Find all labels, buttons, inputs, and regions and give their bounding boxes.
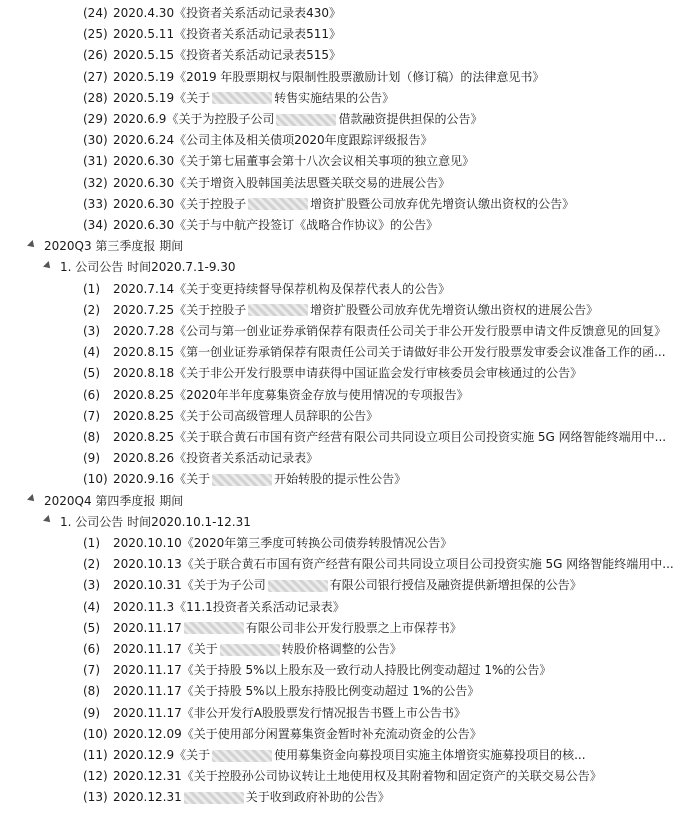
item-text [113,363,582,384]
subsection-q3-announcements-label: 1. 公司公告 时间2020.7.1-9.30 [60,260,236,275]
item-title-end: 转股价格调整的公告》 [281,642,402,656]
list-item[interactable] [0,279,690,300]
item-text [113,469,406,490]
list-item[interactable] [0,406,690,427]
item-number: (6) [83,642,100,656]
item-date: 2020.8.25 [113,430,175,444]
item-title-start: 《关于 [181,642,218,656]
list-item[interactable] [0,703,690,724]
collapse-triangle-icon[interactable] [27,240,37,250]
item-text [113,597,345,618]
item-text [113,703,466,724]
redacted-mask [248,304,308,316]
item-date: 2020.8.25 [113,387,175,402]
item-text [113,88,394,109]
item-title-end: 增资扩股暨公司放弃优先增资认缴出资权的进展公告》 [310,302,599,317]
list-item[interactable] [0,427,690,448]
item-text [113,681,479,702]
list-item[interactable] [0,363,690,384]
item-number: (4) [83,599,100,614]
redacted-mask [212,750,272,762]
subsection-q4-announcements[interactable] [0,512,690,533]
item-title: 《公司与第一创业证券承销保荐有限责任公司关于非公开发行股票申请文件反馈意见的回复》 [174,324,667,338]
item-date: 2020.12.09 [113,726,182,741]
item-text [113,151,474,172]
item-text [113,448,318,469]
item-date: 2020.7.14 [113,281,175,296]
item-date: 2020.5.19 [113,69,175,84]
item-title: 《关于持股 5%以上股东持股比例变动超过 1%的公告》 [181,684,480,699]
list-item[interactable] [0,215,690,236]
item-date: 2020.8.26 [113,451,175,466]
item-title-end: 有限公司非公开发行股票之上市保荐书》 [245,620,462,635]
item-text [113,639,402,660]
list-item[interactable] [0,448,690,469]
item-date: 2020.8.25 [113,408,175,423]
item-title-end: 关于收到政府补助的公告》 [245,790,390,805]
list-item[interactable] [0,67,690,88]
item-date: 2020.6.30 [113,154,175,169]
item-date: 2020.8.18 [113,366,175,381]
redacted-mask [184,622,244,634]
list-item[interactable] [0,660,690,681]
item-date: 2020.7.28 [113,324,175,338]
redacted-mask [220,644,280,656]
item-title-start: 《关于 [174,748,211,762]
item-text [113,67,544,88]
item-title-end: 借款融资提供担保的公告》 [338,112,483,126]
item-text [113,24,341,45]
item-title: 《投资者关系活动记录表430》 [174,6,341,20]
item-date: 2020.6.24 [113,133,175,148]
item-number: (8) [83,430,100,444]
item-number: (7) [83,408,100,423]
item-title: 《关于使用部分闲置募集资金暂时补充流动资金的公告》 [181,726,482,741]
item-text [113,766,602,787]
item-title-start: 《关于 [174,472,211,487]
item-text [113,406,378,427]
item-date: 2020.9.16 [113,472,175,487]
section-q4[interactable] [0,491,690,512]
item-date: 2020.12.9 [113,748,175,762]
item-text [113,660,551,681]
item-text [113,45,341,66]
item-date: 2020.5.11 [113,27,175,42]
item-title: 《2020年第三季度可转换公司债券转股情况公告》 [181,536,453,550]
item-date: 2020.11.3 [113,599,175,614]
item-number: (27) [83,69,108,84]
list-item[interactable] [0,130,690,151]
item-date: 2020.11.17 [113,620,182,635]
section-q3-label: 2020Q3 第三季度报 期间 [44,239,184,254]
list-item[interactable] [0,745,690,766]
item-title-end: 使用募集资金向募投项目实施主体增资实施募投项目的核... [274,748,586,762]
list-item[interactable] [0,618,690,639]
item-text [113,3,341,24]
item-date: 2020.6.30 [113,196,175,211]
item-title-end: 开始转股的提示性公告》 [274,472,407,487]
list-item[interactable] [0,681,690,702]
item-number: (2) [83,557,100,572]
item-date: 2020.11.17 [113,684,182,699]
list-item[interactable] [0,194,690,215]
item-number: (9) [83,705,100,720]
item-text [113,279,450,300]
item-number: (1) [83,281,100,296]
item-number: (33) [83,196,108,211]
item-text [113,533,452,554]
item-text [113,385,469,406]
redacted-mask [212,92,272,104]
item-number: (29) [83,112,108,126]
subsection-q4-announcements-label: 1. 公司公告 时间2020.10.1-12.31 [60,514,251,529]
item-title-end: 有限公司银行授信及融资提供新增担保的公告》 [329,578,582,593]
item-title: 《11.1投资者关系活动记录表》 [174,599,345,614]
redacted-mask [276,114,336,126]
item-title: 《关于增资入股韩国美法思暨关联交易的进展公告》 [174,175,451,190]
item-text [113,109,482,130]
item-date: 2020.12.31 [113,790,182,805]
item-title: 《2019 年股票期权与限制性股票激励计划（修订稿）的法律意见书》 [174,69,545,84]
item-number: (30) [83,133,108,148]
item-date: 2020.4.30 [113,6,175,20]
item-title: 《关于第七届董事会第十八次会议相关事项的独立意见》 [174,154,475,169]
item-title: 《关于与中航产投签订《战略合作协议》的公告》 [174,218,439,232]
item-text [113,342,666,363]
item-number: (8) [83,684,100,699]
item-date: 2020.6.30 [113,175,175,190]
list-item[interactable] [0,385,690,406]
item-text [113,321,666,342]
item-number: (10) [83,472,108,487]
item-number: (28) [83,90,108,105]
collapse-triangle-icon[interactable] [27,494,37,504]
item-number: (34) [83,218,108,232]
item-text [113,300,598,321]
item-title: 《投资者关系活动记录表515》 [174,48,341,63]
item-title: 《关于联合黄石市国有资产经营有限公司共同设立项目公司投资实施 5G 网络智能终端用中... [181,557,674,572]
item-text [113,745,586,766]
item-date: 2020.10.31 [113,578,182,593]
item-title-start: 《关于 [174,90,211,105]
list-item[interactable] [0,151,690,172]
list-item[interactable] [0,787,690,808]
item-date: 2020.11.17 [113,642,182,656]
item-number: (3) [83,578,100,593]
list-item[interactable] [0,724,690,745]
list-item[interactable] [0,45,690,66]
item-number: (13) [83,790,108,805]
redacted-mask [212,474,272,486]
redacted-mask [268,580,328,592]
item-title-start: 《关于为子公司 [181,578,266,593]
item-number: (6) [83,387,100,402]
item-number: (11) [83,748,108,762]
item-title: 《非公开发行A股股票发行情况报告书暨上市公告书》 [181,705,466,720]
item-title: 《公司主体及相关债项2020年度跟踪评级报告》 [174,133,433,148]
list-item[interactable] [0,597,690,618]
item-text [113,215,438,236]
item-date: 2020.6.30 [113,218,175,232]
item-title-end: 增资扩股暨公司放弃优先增资认缴出资权的公告》 [310,196,575,211]
item-text [113,554,674,575]
list-item[interactable] [0,24,690,45]
item-number: (25) [83,27,108,42]
item-title: 《投资者关系活动记录表511》 [174,27,341,42]
item-title-start: 《关于为控股子公司 [166,112,275,126]
list-item[interactable] [0,88,690,109]
list-item[interactable] [0,469,690,490]
item-title: 《投资者关系活动记录表》 [174,451,319,466]
item-date: 2020.6.9 [113,112,167,126]
collapse-triangle-icon[interactable] [43,515,53,525]
item-text [113,130,433,151]
list-item[interactable] [0,554,690,575]
item-number: (2) [83,302,100,317]
item-text [113,618,462,639]
item-number: (12) [83,769,108,784]
item-number: (31) [83,154,108,169]
item-title: 《关于非公开发行股票申请获得中国证监会发行审核委员会审核通过的公告》 [174,366,583,381]
item-date: 2020.11.17 [113,705,182,720]
item-text [113,194,574,215]
item-title: 《关于控股孙公司协议转让土地使用权及其附着物和固定资产的关联交易公告》 [181,769,602,784]
item-title-start: 《关于控股子 [174,302,247,317]
section-q4-label: 2020Q4 第四季度报 期间 [44,493,184,508]
item-number: (7) [83,663,100,678]
item-date: 2020.12.31 [113,769,182,784]
list-item[interactable] [0,300,690,321]
redacted-mask [248,198,308,210]
item-date: 2020.5.19 [113,90,175,105]
item-date: 2020.10.10 [113,536,182,550]
item-date: 2020.11.17 [113,663,182,678]
item-text [113,724,482,745]
redacted-mask [184,792,244,804]
item-text [113,173,450,194]
list-item[interactable] [0,766,690,787]
item-number: (4) [83,345,100,360]
item-title-start: 《关于控股子 [174,196,247,211]
item-number: (32) [83,175,108,190]
list-item[interactable] [0,321,690,342]
item-text [113,427,666,448]
subsection-q3-announcements[interactable] [0,257,690,278]
item-title-end: 转售实施结果的公告》 [274,90,395,105]
item-title: 《2020年半年度募集资金存放与使用情况的专项报告》 [174,387,469,402]
list-item[interactable] [0,342,690,363]
item-date: 2020.5.15 [113,48,175,63]
item-number: (3) [83,324,100,338]
item-number: (9) [83,451,100,466]
list-item[interactable] [0,3,690,24]
item-date: 2020.10.13 [113,557,182,572]
list-item[interactable] [0,575,690,596]
item-title: 《关于持股 5%以上股东及一致行动人持股比例变动超过 1%的公告》 [181,663,552,678]
item-title: 《关于公司高级管理人员辞职的公告》 [174,408,379,423]
item-number: (24) [83,6,108,20]
list-item[interactable] [0,109,690,130]
item-date: 2020.8.15 [113,345,175,360]
item-number: (5) [83,366,100,381]
item-date: 2020.7.25 [113,302,175,317]
item-title: 《关于变更持续督导保荐机构及保荐代表人的公告》 [174,281,451,296]
list-item[interactable] [0,173,690,194]
item-number: (5) [83,620,100,635]
item-number: (1) [83,536,100,550]
item-number: (26) [83,48,108,63]
section-q3[interactable] [0,236,690,257]
item-text [113,787,390,808]
list-item[interactable] [0,639,690,660]
item-number: (10) [83,726,108,741]
collapse-triangle-icon[interactable] [43,261,53,271]
list-item[interactable] [0,533,690,554]
item-title: 《关于联合黄石市国有资产经营有限公司共同设立项目公司投资实施 5G 网络智能终端用中... [174,430,667,444]
item-title: 《第一创业证券承销保荐有限责任公司关于请做好非公开发行股票发审委会议准备工作的函... [174,345,666,360]
item-text [113,575,582,596]
